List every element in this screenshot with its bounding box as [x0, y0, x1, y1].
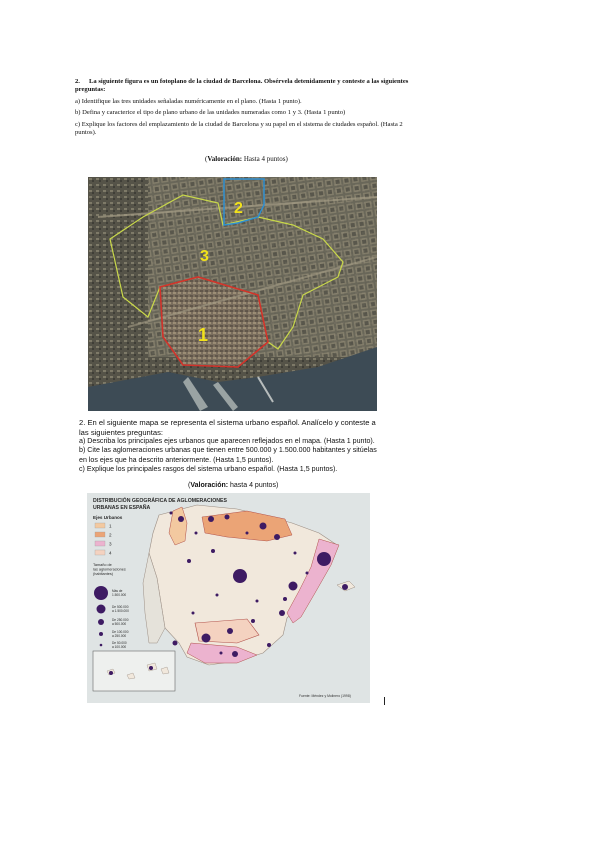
legend-size-2-line1: De 500.000	[112, 605, 129, 609]
city-dot	[232, 651, 238, 657]
city-dot	[178, 516, 184, 522]
legend-size-4-dot	[99, 632, 103, 636]
legend-size-title-2: las aglomeraciones	[93, 567, 126, 572]
legend-eje-3-label: 3	[109, 541, 112, 547]
city-dot	[267, 643, 271, 647]
question-2-title: 2. En el siguiente mapa se representa el sistema urbano español. Analícelo y conteste a las siguientes preguntas:	[79, 418, 376, 437]
question-1-a: a) Identifique las tres unidades señaladas numéricamente en el plano. (Hasta 1 punto).	[75, 97, 302, 105]
question-2	[79, 418, 384, 474]
map-source: Fuente: Méndez y Molinero (1998)	[299, 694, 351, 698]
legend-eje-1-swatch	[95, 523, 105, 528]
city-dot	[279, 610, 285, 616]
legend-eje-1-label: 1	[109, 523, 112, 529]
question-1-valoracion: (Valoración: Hasta 4 puntos)	[205, 155, 288, 163]
legend-eje-4-label: 4	[109, 550, 112, 556]
city-dot	[170, 512, 173, 515]
question-2-valoracion: (Valoración: hasta 4 puntos)	[188, 482, 279, 489]
question-1	[75, 78, 415, 140]
city-dot	[274, 534, 280, 540]
city-dot	[283, 597, 287, 601]
legend-size-5-dot	[100, 644, 103, 647]
page-mark	[384, 697, 385, 705]
question-2-b: b) Cite las aglomeraciones urbanas que tienen entre 500.000 y 1.500.000 habitantes y sitúelas en los ejes que ha descrito anteriormente. (Hasta 1,5 puntos).	[79, 446, 377, 464]
legend-size-1-dot	[94, 586, 108, 600]
unit-3-label: 3	[200, 248, 209, 265]
city-dot	[317, 552, 331, 566]
city-dot	[109, 671, 113, 675]
legend-size-3-dot	[98, 619, 104, 625]
city-dot	[208, 516, 214, 522]
legend-size-title-3: (habitantes)	[93, 572, 114, 576]
city-dot	[195, 532, 198, 535]
barcelona-photoplan	[88, 177, 377, 411]
legend-size-1-line1: Más de	[112, 589, 123, 593]
legend-eje-3-swatch	[95, 541, 105, 546]
city-dot	[306, 572, 309, 575]
city-dot	[187, 559, 191, 563]
city-dot	[227, 628, 233, 634]
legend-eje-2-label: 2	[109, 532, 112, 538]
question-2-a: a) Describa los principales ejes urbanos que aparecen reflejados en el mapa. (Hasta 1 punto).	[79, 437, 375, 446]
city-dot	[149, 666, 153, 670]
unit-2-label: 2	[234, 200, 243, 217]
city-dot	[202, 634, 211, 643]
city-dot	[216, 594, 219, 597]
unit-1-label: 1	[198, 325, 209, 345]
legend-size-4-line2: a 250.000	[112, 634, 127, 638]
legend-size-5-line1: De 50.000	[112, 641, 127, 645]
city-dot	[192, 612, 195, 615]
city-dot	[251, 619, 255, 623]
legend-eje-4-swatch	[95, 550, 105, 555]
legend-size-2-line2: a 1.500.000	[112, 609, 129, 613]
legend-size-3-line2: a 500.000	[112, 622, 127, 626]
city-dot	[211, 549, 215, 553]
city-dot	[246, 532, 249, 535]
map-title-line-2: URBANAS EN ESPAÑA	[93, 505, 151, 511]
legend-size-3-line1: De 250.000	[112, 618, 129, 622]
city-dot	[342, 584, 348, 590]
question-2-c: c) Explique los principales rasgos del sistema urbano español. (Hasta 1,5 puntos).	[79, 464, 338, 473]
city-dot	[225, 515, 230, 520]
city-dot	[256, 600, 259, 603]
city-dot	[260, 523, 267, 530]
question-1-intro: 2. La siguiente figura es un fotoplano de la ciudad de Barcelona. Obsérvela detenidamente y conteste a las siguientes preguntas:	[75, 78, 409, 94]
city-dot	[233, 569, 247, 583]
urban-system-map	[87, 493, 370, 703]
city-dot	[294, 552, 297, 555]
legend-size-2-dot	[97, 605, 106, 614]
legend-size-4-line1: De 100.000	[112, 630, 129, 634]
urban-system-map-graphic	[87, 493, 370, 703]
city-dot	[289, 582, 298, 591]
legend-eje-2-swatch	[95, 532, 105, 537]
city-dot	[220, 652, 223, 655]
question-1-c: c) Explique los factores del emplazamiento de la ciudad de Barcelona y su papel en el sistema de ciudades español. (Hasta 2 puntos).	[75, 120, 403, 137]
city-dot	[173, 641, 178, 646]
question-1-b: b) Defina y caracterice el tipo de plano urbano de las unidades numeradas como 1 y 3. (Hasta 1 punto)	[75, 109, 346, 117]
legend-ejes	[95, 523, 112, 556]
legend-sizes	[94, 586, 129, 649]
legend-size-1-line2: 1.500.000	[112, 593, 127, 597]
legend-size-title-1: Tamaño de	[93, 563, 112, 567]
legend-size-5-line2: a 100.000	[112, 645, 127, 649]
barcelona-photoplan-graphic	[88, 177, 377, 411]
legend-ejes-title: Ejes Urbanos	[93, 515, 123, 520]
map-title-line-1: DISTRIBUCIÓN GEOGRÁFICA DE AGLOMERACIONES	[93, 498, 227, 504]
question-1-number: 2.	[75, 78, 80, 85]
